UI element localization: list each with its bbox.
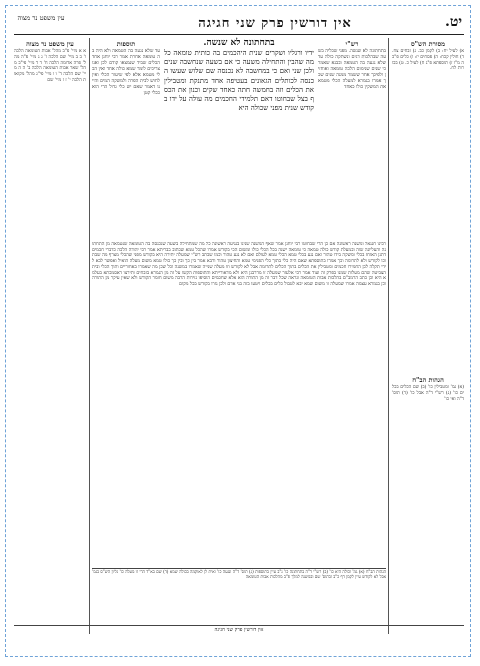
page-title: אין דורשין פרק שני חגיגה [198, 16, 352, 31]
rashi-text: בתחתונה לא שנשה. מפני שכליה בשעה שבהלכות דגים ונשתקה כולה עד שלא נגעה בה הטמאה ובבנא שאמר כי שנים שנימום הלכה טומאה ואוחזין ולפיכך אחר ששמר ממנה שנים שכך אמרו בגמרא למעלה הכלי מטמא את המשקין כולו כאחד [318, 49, 386, 90]
margin-heading: מסורת הש"ס [410, 40, 446, 48]
folio-number: יט. [444, 14, 462, 30]
tosafot-heading: תוספות [116, 40, 136, 48]
column-rule [89, 38, 90, 634]
gemara-block [164, 38, 314, 188]
rashi-column [318, 38, 386, 238]
gemara-text: ידיו ורגליו ושקרים שנית היהכמים בה כותית טומאה כל מה שהבין והתחילה משעה כי אם בשעה שנחשבה שנים ולכן שני ואם כי במחשבה לא נכנסה שם שלוש שעשו הכנסה לכותלים הגאונים בעטיפה אחד מתנקת ומטבילין את הכלים וזה בחמשה חתה כאחד שקים וכנון את הכסף בצל שבחוטו דאם תלמידי החכמים מה עולה על ידו בקודש שנית מפני שכולה היא [164, 49, 314, 113]
commentary-block [92, 242, 386, 564]
rashi-heading: רש"י [345, 40, 359, 48]
page-footer [14, 625, 464, 636]
commentary-text: רבינו חננאל ומשנה ראשונה אם כן הרי שבחוטו רבי יוחנן אמר שאף המשנה שנינו בנגיעה ראשונה כל מה שמתחילה בשעה שנכנסה בה הטומאה שנטמאה מן התחתונה והעליונה שוה ובמעלת קודש כולה טמאה כי טומאה ישנה בכל הכלי כולו ומשום הכי בקודש אמרו שהכל טמא שכתוב בבריתא אמר רבי יהודה הלכה כדברי חכמים דתנן האוחז בכלי ומשקה בידו טהור ואם נגע בכלי טמא הכלי טמא לעולם ואם לא נגע טהור וכמו שכתב רש"י שמעלה יתירה היא בקודש מפני שהכלי מצרף מה שבתוכו לקודש ולא לתרומה וכך אמרו בתוספתא שאם היה כלי בתוך כלי הפנימי טמא והחיצון טהור ורבא אמר בין כך ובין כך כולו טמא משום מעלה הואיל ואפשר לבא לידי תקלה לכן החמירו חכמים ומטבילין את הכלים בתוך הכלים לתרומה אבל לא לקודש וזו מעלה שנייה שאמרו במשנה וכל שכן מה שאמרו באחוריים ותוך הכלי ובית הצביטה שהם מעלות שמנו בפרק זה ועוד אמר רבי אלעזר שמעלה זו מדרבנן היא ולא מדאורייתא והתוספות הקשו על זה מן הגמרא בזבחים ותירצו דאסמכתא בעלמא היא וכן כתב הרמב"ם בהלכות אבות הטומאה ונראה שכל דבר זה מן התורה הוא אלא שחכמים הוסיפו גזירות הרבה משום חומר הקודש ולא שאין עיקר מן התורה וכן בגמרא עצמה אמרו שמעלה זו משום שמא יבא לטבול כלים בכלים ויטעו בזה בני אדם ולכן גזרו בקודש בכל מקום [92, 242, 386, 287]
margin-text: א א מיי' פ"ב מהל' אבות הטומאה הלכה ו' ב ב מיי' שם הלכה ז' ג ג מיי' פ"ה מהל' פרה אדומה הלכה ח' ד ד מיי' פי"ב מהל' שאר אבות הטומאה הלכה ב' ה ה מיי' שם הלכה ד' ו ו מיי' פי"ג מהל' מקואות הלכה י' ז ז מיי' שם [14, 49, 86, 83]
margin-heading: עין משפט נר מצוה [26, 40, 74, 48]
tosafot-text: עד שלא נגעה בה הטמאה ולא היה בה טומאה אחרת אמר רבי יוחנן אחד הכלים שביד שנמצאו קודם לכן ואנו צריכים לומר שמא כולה אחד ואין הכלי מטמא אלא לפי שיעור הכלי ואין לחוש לבית הפרה ולמשקה המים והיינו דאמר שאם יש כלי גדול הרי הוא ככלי קטן [92, 49, 160, 96]
column-rule [388, 38, 389, 634]
hagahot-margin [392, 374, 464, 574]
bottom-notes-text: הגהות הב"ח (א) גמ' וכולה היא כו' (ב) רש"י ד"ה בתחתונה כו' נ"ב עיין בתוספות (ג) תוס' ד"ה ונגעה כו' ואית לן לאוקמה בכולה שמא (ד) שם בא"ד הרי זו מעלה כו' גליון הש"ס בגמ' אבל לא לקודש עיין לקמן דף כ"ב ובתוס' שם ובמשנה למלך פ"ב מהלכות אבות הטומאה [92, 569, 386, 580]
ein-mishpat-label: עין משפט נר מצוה [17, 14, 65, 22]
gemara-opening: בתחתונה לא שנשה. [203, 38, 275, 48]
tosafot-column [92, 38, 160, 238]
talmud-page [14, 14, 464, 636]
margin-text: א) לעיל יח: ב) לקמן כב. ג) זבחים צח. ד) חולין קכח: ה) פסחים יז: ו) כלים פ"כה מ"ו ז) תוספתא פ"ג ח) לעיל כ. ט) בכורות לח. [392, 49, 464, 72]
ein-mishpat-margin [14, 38, 86, 614]
margin-text: (א) גמ' ומטבילין כו' (ב) שם הכלים בכלים כו' (ג) רש"י ד"ה אבל כו' (ד) תוס' ד"ה ואי כו' [392, 385, 464, 402]
footer-text: אין דורשין פרק שני חגיגה [214, 627, 264, 633]
margin-heading: הגהות הב"ח [412, 376, 444, 384]
masoret-hashas-margin [392, 38, 464, 368]
page-header [14, 14, 464, 35]
